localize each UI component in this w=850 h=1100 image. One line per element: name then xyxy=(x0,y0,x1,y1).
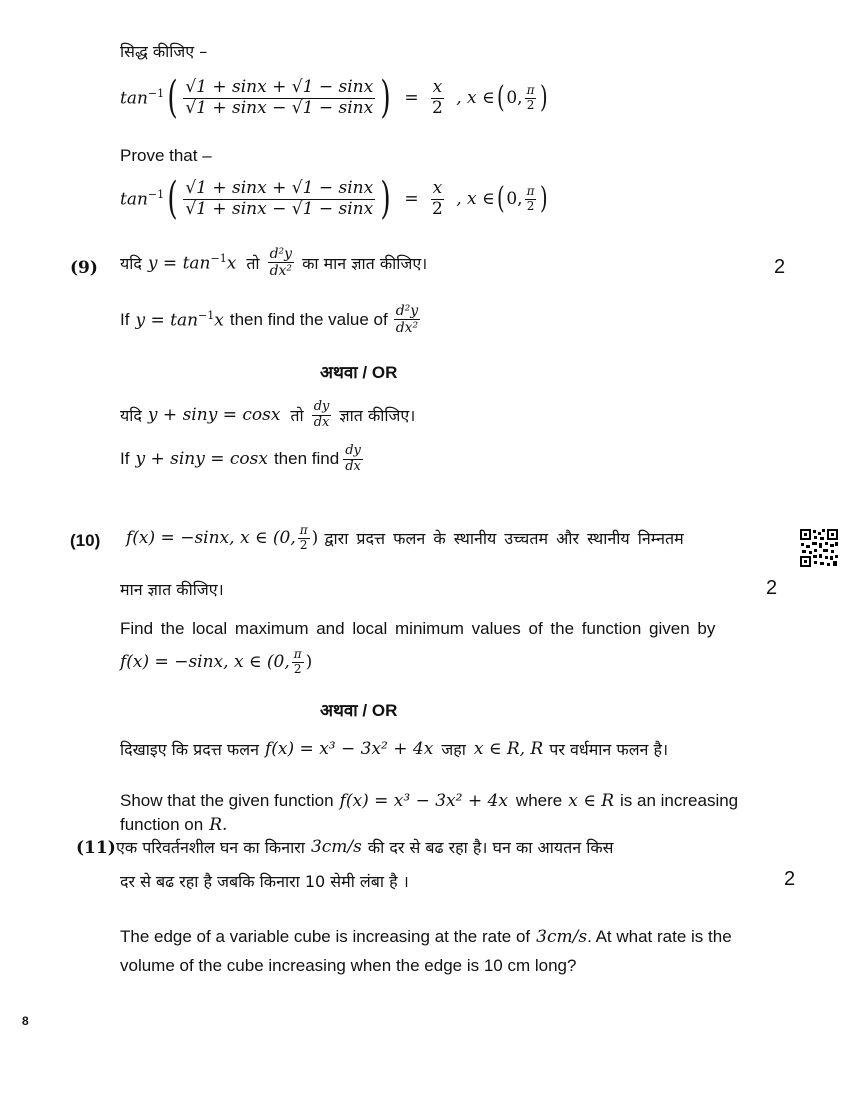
pi-over-two: $\frac{\pi}{2}$ xyxy=(526,82,535,112)
pi-over-two: $\frac{\pi}{2}$ xyxy=(299,523,308,552)
q10-alt-hindi-line: दिखाइए कि प्रदत्त फलन f(x) = x³ − 3x² + 4x जहा x ∈ R, R पर वर्धमान फलन है। xyxy=(120,739,669,759)
dy-dx-fraction: $\frac{dy}{dx}$ xyxy=(313,399,330,430)
q10-marks: 2 xyxy=(766,577,778,599)
rhs-fraction: $\frac{x}{2}$ xyxy=(432,76,443,118)
main-fraction: $\frac{√1 + \sin x + √1 - \sin x}{√1 + \sin x - √1 - \sin x}$ xyxy=(185,177,374,219)
pi-over-two: $\frac{\pi}{2}$ xyxy=(526,183,535,213)
prove-english: Prove that – xyxy=(120,146,212,165)
question-number-11: (11) xyxy=(76,838,116,858)
q10-english-line-1: Find the local maximum and local minimum values of the function given by xyxy=(120,619,716,638)
question-number-9: (9) xyxy=(70,258,98,278)
q9-alt-english-line: If y + siny = cosx then find $\frac{dy}{dx}$ xyxy=(120,443,361,474)
q10-hindi-line-2: मान ज्ञात कीजिए। xyxy=(120,580,224,599)
qr-code-icon xyxy=(799,528,839,568)
q11-english-line-2: volume of the cube increasing when the edge is 10 cm long? xyxy=(120,956,577,975)
prove-hindi: सिद्ध कीजिए – xyxy=(120,42,208,61)
q10-english-line-2: f(x) = −sinx, x ∈ (0, $\frac{\pi}{2}$ ) xyxy=(120,647,313,676)
q10-alt-english-line-2: function on R. xyxy=(120,815,228,835)
q11-hindi-line-2: दर से बढ रहा है जबकि किनारा 10 सेमी लंबा है । xyxy=(120,872,409,891)
d2y-dx2-fraction: $\frac{\text{d²y}}{\text{dx²}}$ xyxy=(269,246,293,280)
q11-english-line-1: The edge of a variable cube is increasing at the rate of 3cm/s . At what rate is the xyxy=(120,927,732,947)
equation-tan-inverse-1: $\tan^{-1}$ ( $\frac{√1 + \sin x + √1 - \sin x}{√1 + \sin x - √1 - \sin x}$ ) = $\frac{x}{2}$ , x ∈ ( 0, $\frac{\pi}{2}$ ) xyxy=(120,72,549,123)
q11-marks: 2 xyxy=(784,868,796,890)
q9-marks: 2 xyxy=(774,256,786,278)
equation-tan-inverse-2: $\tan^{-1}$ ( $\frac{√1 + \sin x + √1 - \sin x}{√1 + \sin x - √1 - \sin x}$ ) = $\frac{x}{2}$ , x ∈ ( 0, $\frac{\pi}{2}$ ) xyxy=(120,173,549,224)
q10-hindi-line-1: f(x) = −sinx, x ∈ (0, $\frac{\pi}{2}$ ) द्वारा प्रदत्त फलन के स्थानीय उच्चतम और स्थानीय निम्नतम xyxy=(126,523,684,552)
q10-or-divider: अथवा / OR xyxy=(320,701,398,720)
tan-label: $\tan^{-1}$ xyxy=(120,188,165,210)
q9-hindi-line: यदि $y = \tan^{-1}x$ तो $\frac{\text{d²y}}{\text{dx²}}$ का मान ज्ञात कीजिए। xyxy=(120,246,428,280)
q9-or-divider: अथवा / OR xyxy=(320,363,398,382)
page-number: 8 xyxy=(22,1014,29,1028)
q9-english-line: If $y = \tan^{-1}x$ then find the value of $\frac{\text{d²y}}{\text{dx²}}$ xyxy=(120,303,419,337)
tan-label: $\tan^{-1}$ xyxy=(120,87,165,109)
pi-over-two: $\frac{\pi}{2}$ xyxy=(293,647,302,676)
dy-dx-fraction: $\frac{dy}{dx}$ xyxy=(345,443,361,474)
q11-hindi-line-1: एक परिवर्तनशील घन का किनारा 3cm/s की दर से बढ रहा है। घन का आयतन किस xyxy=(116,837,614,857)
question-number-10: (10) xyxy=(70,531,101,550)
d2y-dx2-fraction: $\frac{\text{d²y}}{\text{dx²}}$ xyxy=(395,303,419,337)
q10-alt-english-line-1: Show that the given function f(x) = x³ − 3x² + 4x where x ∈ R is an increasing xyxy=(120,791,739,811)
main-fraction: $\frac{√1 + \sin x + √1 - \sin x}{√1 + \sin x - √1 - \sin x}$ xyxy=(185,76,374,118)
q9-alt-hindi-line: यदि y + siny = cosx तो $\frac{dy}{dx}$ ज्ञात कीजिए। xyxy=(120,399,416,430)
rhs-fraction: $\frac{x}{2}$ xyxy=(432,177,443,219)
